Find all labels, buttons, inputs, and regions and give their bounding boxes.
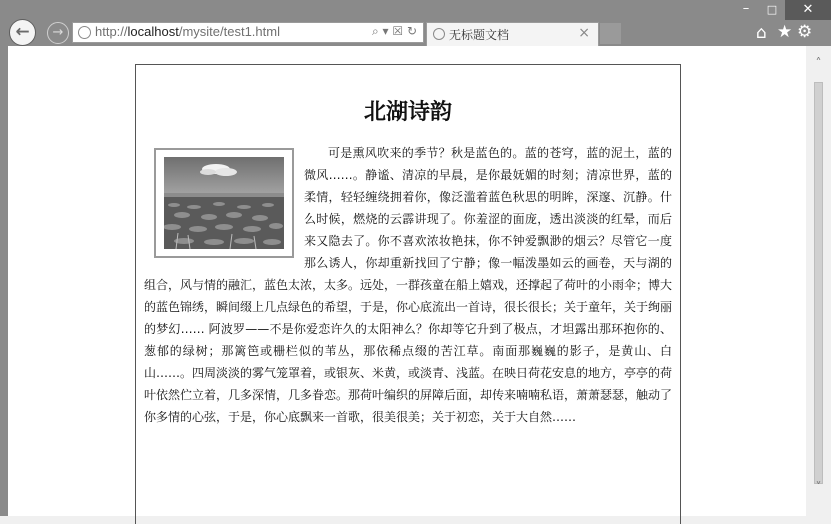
- lake-lotus-photo: [164, 157, 284, 249]
- article-body-text: 可是熏风吹来的季节？秋是蓝色的。蓝的苍穹，蓝的泥土，蓝的微风……。静谧、清凉的早晨，是你最妩媚的时刻；清凉世界，蓝的柔情，轻轻缠绕拥着你，像泛滥着蓝色秋思的明眸，深邃、沉静。什么时候，燃烧的云霹讲现了。你羞涩的面庞，透出淡淡的红晕，而后来又隐去了。你不喜欢浓妆艳抹，你不钟爱飘渺的烟云？尽管它一度那么诱人，你却重新找回了宁静；像一幅泼墨如云的画卷，天与湖的组合，风与情的融汇，蓝色太浓，太多。远处，一群孩童在船上嬉戏，还撑起了荷叶的小雨伞；博大的蓝色锦绣，瞬间缀上几点绿色的希望，于是，你心底流出一首诗，很长很长；关于童年，关于绚丽的梦幻…… 阿波罗——不是你爱恋许久的太阳神么？你却等它升到了极点，才坦露出那环抱你的、葱郁的绿树；那篱笆或栅栏似的苇丛，那依稀点缀的苦江草。南面那巍巍的影子，是黄山、白山……。四周淡淡的雾气笼罩着，或银灰、米黄，或淡青、浅蓝。在映日荷花安息的地方，亭亭的荷叶依然伫立着，几多深情，几多眷恋。那荷叶编织的屏障后面，却传来喃喃私语，萧萧瑟瑟，触动了你多情的心弦，于是，你心底飘来一首歌，很美很美；关于初恋，关于大自然……: [144, 146, 673, 424]
- forward-arrow-icon[interactable]: →: [47, 22, 69, 44]
- tab-untitled-document[interactable]: [426, 22, 599, 46]
- page-title: 北湖诗韵: [363, 99, 452, 125]
- address-tools-icons[interactable]: ⌕ ▾ ☒ ↻: [372, 24, 417, 38]
- tab-close-icon[interactable]: ×: [578, 25, 590, 41]
- home-icon[interactable]: ⌂: [756, 23, 767, 43]
- tab-favicon-icon: [433, 28, 445, 40]
- gear-icon[interactable]: ⚙: [797, 22, 813, 42]
- url-path: /mysite/test1.html: [178, 24, 280, 39]
- page-viewport: [0, 46, 806, 516]
- maximize-icon[interactable]: □: [766, 3, 778, 16]
- scroll-thumb[interactable]: [814, 82, 823, 484]
- scroll-down-icon[interactable]: ˅: [815, 480, 822, 494]
- vertical-scrollbar[interactable]: [806, 46, 831, 516]
- favorites-star-icon[interactable]: ★: [777, 22, 793, 42]
- url-host: localhost: [127, 24, 179, 39]
- back-arrow-icon[interactable]: ←: [9, 19, 36, 46]
- scroll-up-icon[interactable]: ˄: [815, 56, 822, 70]
- lake-photo-frame: [154, 148, 294, 258]
- address-bar[interactable]: [72, 22, 424, 43]
- page-favicon-icon: [78, 26, 91, 39]
- close-window-icon[interactable]: ✕: [785, 0, 831, 20]
- browser-chrome: [0, 0, 831, 46]
- minimize-icon[interactable]: –: [742, 1, 750, 16]
- tab-title: 无标题文档: [449, 28, 510, 42]
- new-tab-button[interactable]: [600, 23, 621, 44]
- url-prefix: http://: [95, 24, 128, 39]
- article-box: [135, 64, 681, 524]
- article-paragraph: [144, 142, 672, 428]
- address-url[interactable]: [95, 24, 280, 39]
